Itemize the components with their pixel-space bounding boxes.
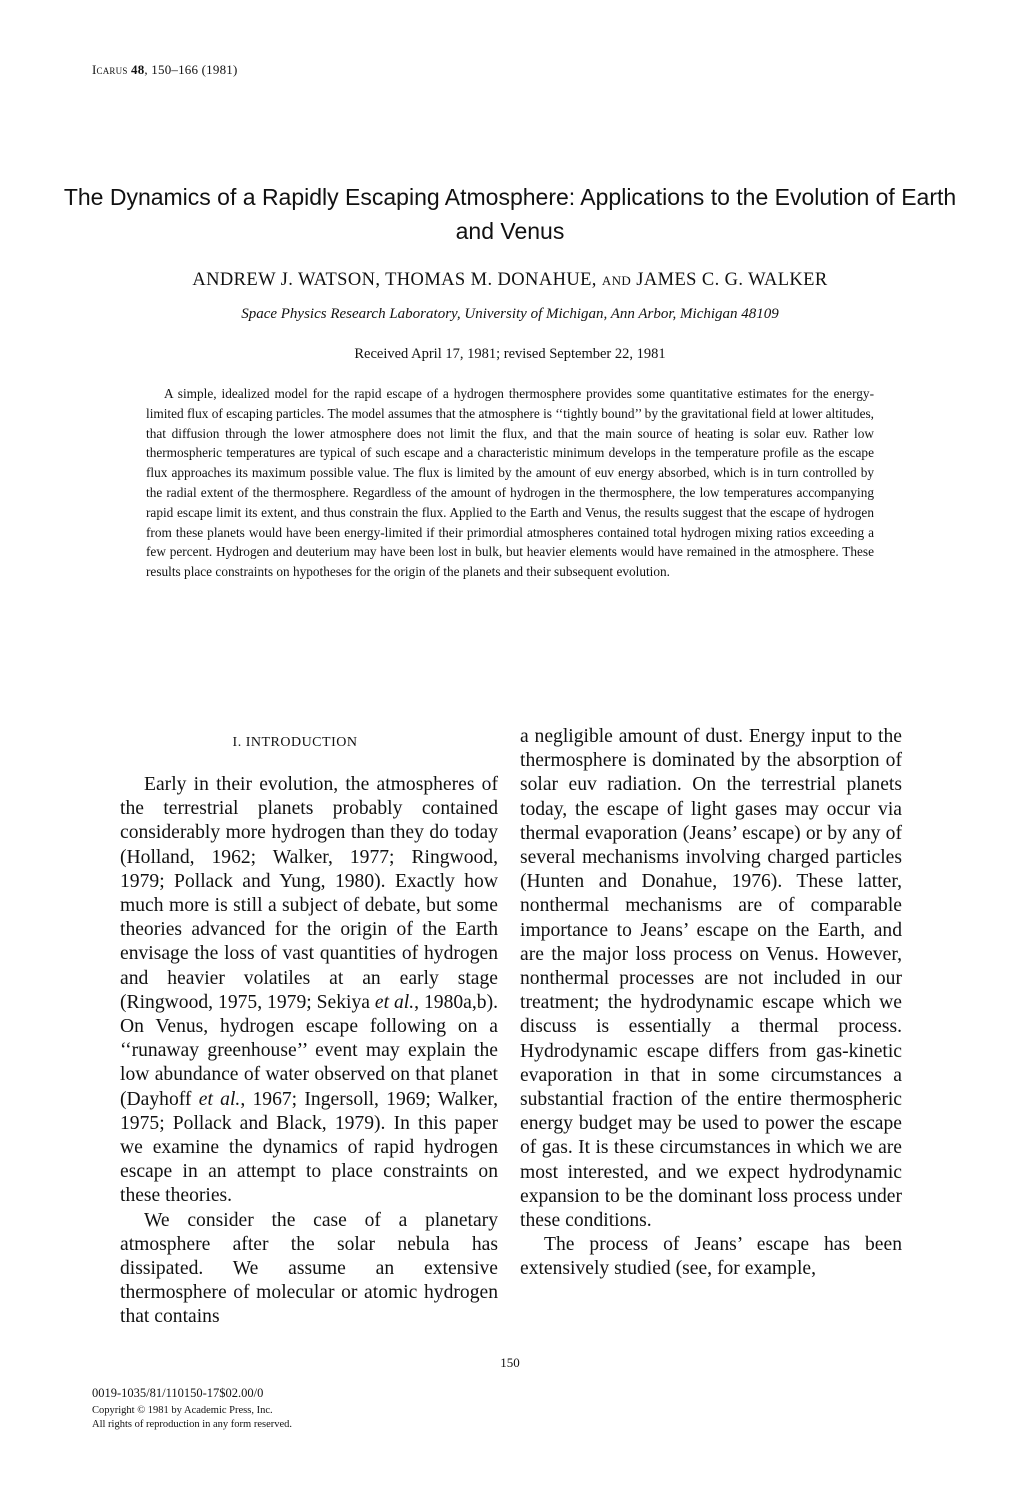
left-column [120,773,498,1330]
intro-p1-etal-1: et al. [374,991,415,1013]
right-column [520,725,902,1282]
intro-p1-text-c: , 1967; Ingersoll, 1969; Walker, 1975; Pollack and Black, 1979). In this paper we examine the dynamics of rapid hydrogen escape in an attempt to place constraints on these theories. [120,1088,498,1207]
intro-paragraph-2: We consider the case of a planetary atmosphere after the solar nebula has dissipated. We assume an extensive thermosphere of molecular or atomic hydrogen that contains [120,1209,498,1328]
authors-last: JAMES C. G. WALKER [631,270,828,290]
copyright-line: Copyright © 1981 by Academic Press, Inc. [92,1405,273,1416]
journal-volume: 48 [131,62,145,77]
intro-p1-text-b: , 1980a,b). On Venus, hydrogen escape following on a ‘‘runaway greenhouse’’ event may explain the low abundance of water observed on that planet (Dayhoff [120,991,498,1110]
author-affiliation: Space Physics Research Laboratory, University of Michigan, Ann Arbor, Michigan 48109 [241,306,779,322]
page-number: 150 [500,1355,520,1370]
rights-line: All rights of reproduction in any form reserved. [92,1419,293,1430]
authors-and: AND [601,273,632,288]
paper-title: The Dynamics of a Rapidly Escaping Atmosphere: Applications to the Evolution of Earth and Venus [63,184,957,244]
received-dates: Received April 17, 1981; revised September 22, 1981 [354,346,666,362]
article-code: 0019-1035/81/110150-17$02.00/0 [92,1386,264,1400]
intro-paragraph-3: The process of Jeans’ escape has been extensively studied (see, for example, [520,1234,902,1280]
authors-first: ANDREW J. WATSON, THOMAS M. DONAHUE, [192,270,602,290]
abstract: A simple, idealized model for the rapid escape of a hydrogen thermosphere provides some quantitative estimates for the energy-limited flux of escaping particles. The model assumes that the atmosphere is ‘‘tightly bound’’ by the gravitational field at lower altitudes, that diffusion through the lower atmosphere does not limit the flux, and that the main source of heating is solar euv. Rather low thermospheric temperatures are typical of such escape and a characteristic minimum develops in the temperature profile as the escape flux approaches its maximum possible value. The flux is limited by the amount of euv energy absorbed, which is in turn controlled by the radial extent of the thermosphere. Regardless of the amount of hydrogen in the thermosphere, the low temperatures accompanying rapid escape limit its extent, and thus constrain the flux. Applied to the Earth and Venus, the results suggest that the escape of hydrogen from these planets would have been energy-limited if their primordial atmospheres contained total hydrogen mixing ratios exceeding a few percent. Hydrogen and deuterium may have been lost in bulk, but heavier elements would have remained in the atmosphere. These results place constraints on hypotheses for the origin of the planets and their subsequent evolution. [146,386,874,580]
journal-pages-year: , 150–166 (1981) [144,62,238,77]
intro-p1-text-a: Early in their evolution, the atmospheres of the terrestrial planets probably contained considerably more hydrogen than they do today (Holland, 1962; Walker, 1977; Ringwood, 1979; Pollack and Yung, 1980). Exactly how much more is still a subject of debate, but some theories advanced for the origin of the Earth envisage the loss of vast quantities of hydrogen and heavier volatiles at an early stage (Ringwood, 1975, 1979; Sekiya [120,774,498,1013]
journal-citation [92,62,238,78]
intro-paragraph-1 [120,773,498,1209]
intro-paragraph-2-continued: a negligible amount of dust. Energy input to the thermosphere is dominated by the absorption of solar euv radiation. On the terrestrial planets today, the escape of light gases may occur via thermal evaporation (Jeans’ escape) or by any of several mechanisms involving charged particles (Hunten and Donahue, 1976). These latter, nonthermal mechanisms are of comparable importance to Jeans’ escape on the Earth, and are the major loss process on Venus. However, nonthermal processes are not included in our treatment; the hydrodynamic escape which we discuss is essentially a thermal process. Hydrodynamic escape differs from gas-kinetic evaporation in that in some circumstances a substantial fraction of the entire thermospheric energy budget may be used to power the escape of gas. It is these circumstances in which we are most interested, and we expect hydrodynamic expansion to be the dominant loss process under these conditions. [520,726,902,1232]
publication-footer [92,1386,292,1432]
intro-p1-etal-2: et al. [198,1088,241,1110]
section-heading-introduction: I. INTRODUCTION [232,735,358,750]
journal-name: Icarus [92,62,128,77]
author-list [60,270,960,291]
